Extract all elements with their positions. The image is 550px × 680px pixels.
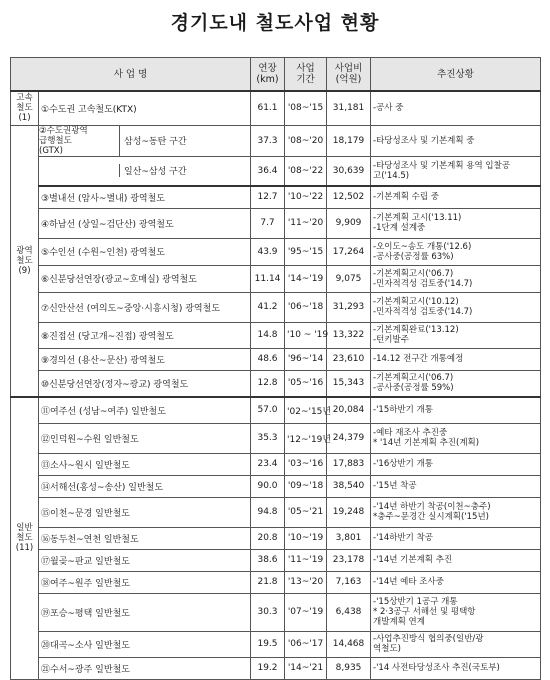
project-cost: 17,883	[327, 453, 371, 475]
project-cost: 31,293	[327, 292, 371, 322]
project-status: -'15상반기 1공구 개통 * 2·3공구 서해선 및 평택항 개발계획 연계	[371, 593, 541, 631]
project-status: -기본계획고시('10.12) -민자적격성 검토중('14.7)	[371, 292, 541, 322]
project-period: '13~'20	[285, 571, 327, 593]
table-row	[11, 292, 541, 322]
project-period: '05~'21	[285, 497, 327, 527]
page-title: 경기도내 철도사업 현황	[170, 12, 380, 34]
project-status: -공사 중	[371, 91, 541, 125]
project-name: ⑦신안산선 (여의도~중앙·시흥시청) 광역철도	[39, 292, 251, 322]
project-cost: 13,322	[327, 322, 371, 348]
table-row	[11, 125, 541, 156]
project-length: 35.3	[251, 423, 285, 453]
project-length: 94.8	[251, 497, 285, 527]
table-row	[11, 322, 541, 348]
table-row	[11, 91, 541, 125]
project-name	[39, 125, 251, 156]
table-row	[11, 527, 541, 549]
project-cost: 6,438	[327, 593, 371, 631]
project-cost: 9,909	[327, 208, 371, 238]
project-name: ④하남선 (상일~검단산) 광역철도	[39, 208, 251, 238]
railway-projects-table	[10, 57, 541, 680]
project-status: -사업추진방식 협의중(일반/광 역철도)	[371, 631, 541, 657]
header-length: 연장 (km)	[251, 58, 285, 92]
table-row	[11, 208, 541, 238]
table-row	[11, 238, 541, 265]
project-period: '03~'16	[285, 453, 327, 475]
project-length: 48.6	[251, 348, 285, 370]
project-length: 12.8	[251, 370, 285, 397]
project-name: ⑩신분당선연장(정자~광교) 광역철도	[39, 370, 251, 397]
project-cost: 12,502	[327, 186, 371, 208]
gtx-sub-section: 삼성~동탄 구간	[119, 126, 187, 156]
project-cost: 38,540	[327, 475, 371, 497]
table-row	[11, 657, 541, 679]
project-cost: 18,179	[327, 125, 371, 156]
project-period: '08~'20	[285, 125, 327, 156]
table-row	[11, 370, 541, 397]
project-cost: 3,801	[327, 527, 371, 549]
project-status: -'14년 예타 조사중	[371, 571, 541, 593]
project-length: 19.5	[251, 631, 285, 657]
table-row	[11, 453, 541, 475]
project-period: '06~'18	[285, 292, 327, 322]
project-period: '09~'18	[285, 475, 327, 497]
project-cost: 20,084	[327, 397, 371, 423]
project-cost: 17,264	[327, 238, 371, 265]
table-row	[11, 571, 541, 593]
project-name: ㉑수서~광주 일반철도	[39, 657, 251, 679]
project-length: 14.8	[251, 322, 285, 348]
project-period: '10~'22	[285, 186, 327, 208]
project-length: 7.7	[251, 208, 285, 238]
project-name: ⑧진접선 (당고개~진접) 광역철도	[39, 322, 251, 348]
project-cost: 24,379	[327, 423, 371, 453]
gtx-group-label: ②수도권광역 급행철도 (GTX)	[39, 125, 88, 156]
project-name: ⑨경의선 (용산~문산) 광역철도	[39, 348, 251, 370]
project-status: -'14 사전타당성조사 추진(국토부)	[371, 657, 541, 679]
project-status: -'16상반기 개통	[371, 453, 541, 475]
project-status: -기본계획 수립 중	[371, 186, 541, 208]
project-period: '11~'20	[285, 208, 327, 238]
header-cost: 사업비 (억원)	[327, 58, 371, 92]
project-length: 11.14	[251, 265, 285, 292]
project-period: '02~'15년	[285, 397, 327, 423]
category-highspeed: 고속 철도 (1)	[11, 91, 39, 125]
project-status: -'14년 하반기 착공(이천~충주) *충주~문경간 실시계획('15년)	[371, 497, 541, 527]
project-cost: 7,163	[327, 571, 371, 593]
project-period: '08~'15	[285, 91, 327, 125]
gtx-sub-section: 일산~삼성 구간	[119, 164, 187, 177]
project-name: ⑬소사~원시 일반철도	[39, 453, 251, 475]
project-length: 19.2	[251, 657, 285, 679]
project-name	[39, 156, 251, 186]
project-length: 37.3	[251, 125, 285, 156]
project-status: -'15하반기 개통	[371, 397, 541, 423]
project-status: -예타 재조사 추진중 * '14년 기본계획 추진(계획)	[371, 423, 541, 453]
project-length: 36.4	[251, 156, 285, 186]
project-name: ⑮이천~문경 일반철도	[39, 497, 251, 527]
project-name: ①수도권 고속철도(KTX)	[39, 91, 251, 125]
project-name: ⑤수인선 (수원~인천) 광역철도	[39, 238, 251, 265]
project-length: 41.2	[251, 292, 285, 322]
project-name: ⑰월곶~판교 일반철도	[39, 549, 251, 571]
table-row	[11, 265, 541, 292]
project-cost: 9,075	[327, 265, 371, 292]
project-name: ⑱여주~원주 일반철도	[39, 571, 251, 593]
table-row	[11, 549, 541, 571]
project-length: 38.6	[251, 549, 285, 571]
project-period: '08~'22	[285, 156, 327, 186]
header-status: 추진상황	[371, 58, 541, 92]
project-period: '14~'21	[285, 657, 327, 679]
project-period: '07~'19	[285, 593, 327, 631]
project-status: -기본계획고시('06.7) -민자적격성 검토중('14.7)	[371, 265, 541, 292]
category-regional: 광역 철도 (9)	[11, 125, 39, 397]
project-name: ③별내선 (암사~별내) 광역철도	[39, 186, 251, 208]
table-row	[11, 186, 541, 208]
project-status: -기본계획 고시('13.11) -1단계 설계중	[371, 208, 541, 238]
table-row	[11, 475, 541, 497]
project-name: ⑲포승~평택 일반철도	[39, 593, 251, 631]
project-cost: 19,248	[327, 497, 371, 527]
project-name: ⑯동두천~연천 일반철도	[39, 527, 251, 549]
project-status: -기본계획고시('06.7) -공사중(공정률 59%)	[371, 370, 541, 397]
project-status: -14.12 전구간 개통예정	[371, 348, 541, 370]
project-length: 57.0	[251, 397, 285, 423]
table-row	[11, 631, 541, 657]
project-cost: 31,181	[327, 91, 371, 125]
header-row	[11, 58, 541, 92]
project-status: -기본계획완료('13.12) -턴키발주	[371, 322, 541, 348]
project-period: '96~'14	[285, 348, 327, 370]
project-length: 30.3	[251, 593, 285, 631]
project-length: 21.8	[251, 571, 285, 593]
project-status: -타당성조사 및 기본계획 용역 입찰공 고('14.5)	[371, 156, 541, 186]
category-general: 일반 철도 (11)	[11, 397, 39, 679]
project-period: '95~'15	[285, 238, 327, 265]
project-status: -'14년 기본계획 추진	[371, 549, 541, 571]
project-period: '05~'16	[285, 370, 327, 397]
table-row	[11, 156, 541, 186]
project-length: 61.1	[251, 91, 285, 125]
project-status: -'14하반기 착공	[371, 527, 541, 549]
project-period: '10~'19	[285, 527, 327, 549]
project-period: '06~'17	[285, 631, 327, 657]
project-cost: 30,639	[327, 156, 371, 186]
table-row	[11, 423, 541, 453]
project-status: -타당성조사 및 기본계획 중	[371, 125, 541, 156]
project-cost: 15,343	[327, 370, 371, 397]
project-length: 43.9	[251, 238, 285, 265]
project-name: ⑪여주선 (성남~여주) 일반철도	[39, 397, 251, 423]
project-name: ⑳대곡~소사 일반철도	[39, 631, 251, 657]
project-period: '10 ~ '19	[285, 322, 327, 348]
project-cost: 14,468	[327, 631, 371, 657]
project-status: -'15년 착공	[371, 475, 541, 497]
header-period: 사업 기간	[285, 58, 327, 92]
project-cost: 23,178	[327, 549, 371, 571]
project-status: -오이도~송도 개통('12.6) -공사중(공정률 63%)	[371, 238, 541, 265]
project-length: 23.4	[251, 453, 285, 475]
header-name: 사 업 명	[11, 58, 251, 92]
project-period: '11~'19	[285, 549, 327, 571]
project-name: ⑫인덕원~수원 일반철도	[39, 423, 251, 453]
project-period: '12~'19년	[285, 423, 327, 453]
table-row	[11, 348, 541, 370]
project-length: 12.7	[251, 186, 285, 208]
project-length: 20.8	[251, 527, 285, 549]
table-row	[11, 593, 541, 631]
project-length: 90.0	[251, 475, 285, 497]
project-name: ⑥신분당선연장(광교~호매실) 광역철도	[39, 265, 251, 292]
project-period: '14~'19	[285, 265, 327, 292]
table-row	[11, 497, 541, 527]
project-cost: 23,610	[327, 348, 371, 370]
table-row	[11, 397, 541, 423]
project-name: ⑭서해선(홍성~송산) 일반철도	[39, 475, 251, 497]
project-cost: 8,935	[327, 657, 371, 679]
